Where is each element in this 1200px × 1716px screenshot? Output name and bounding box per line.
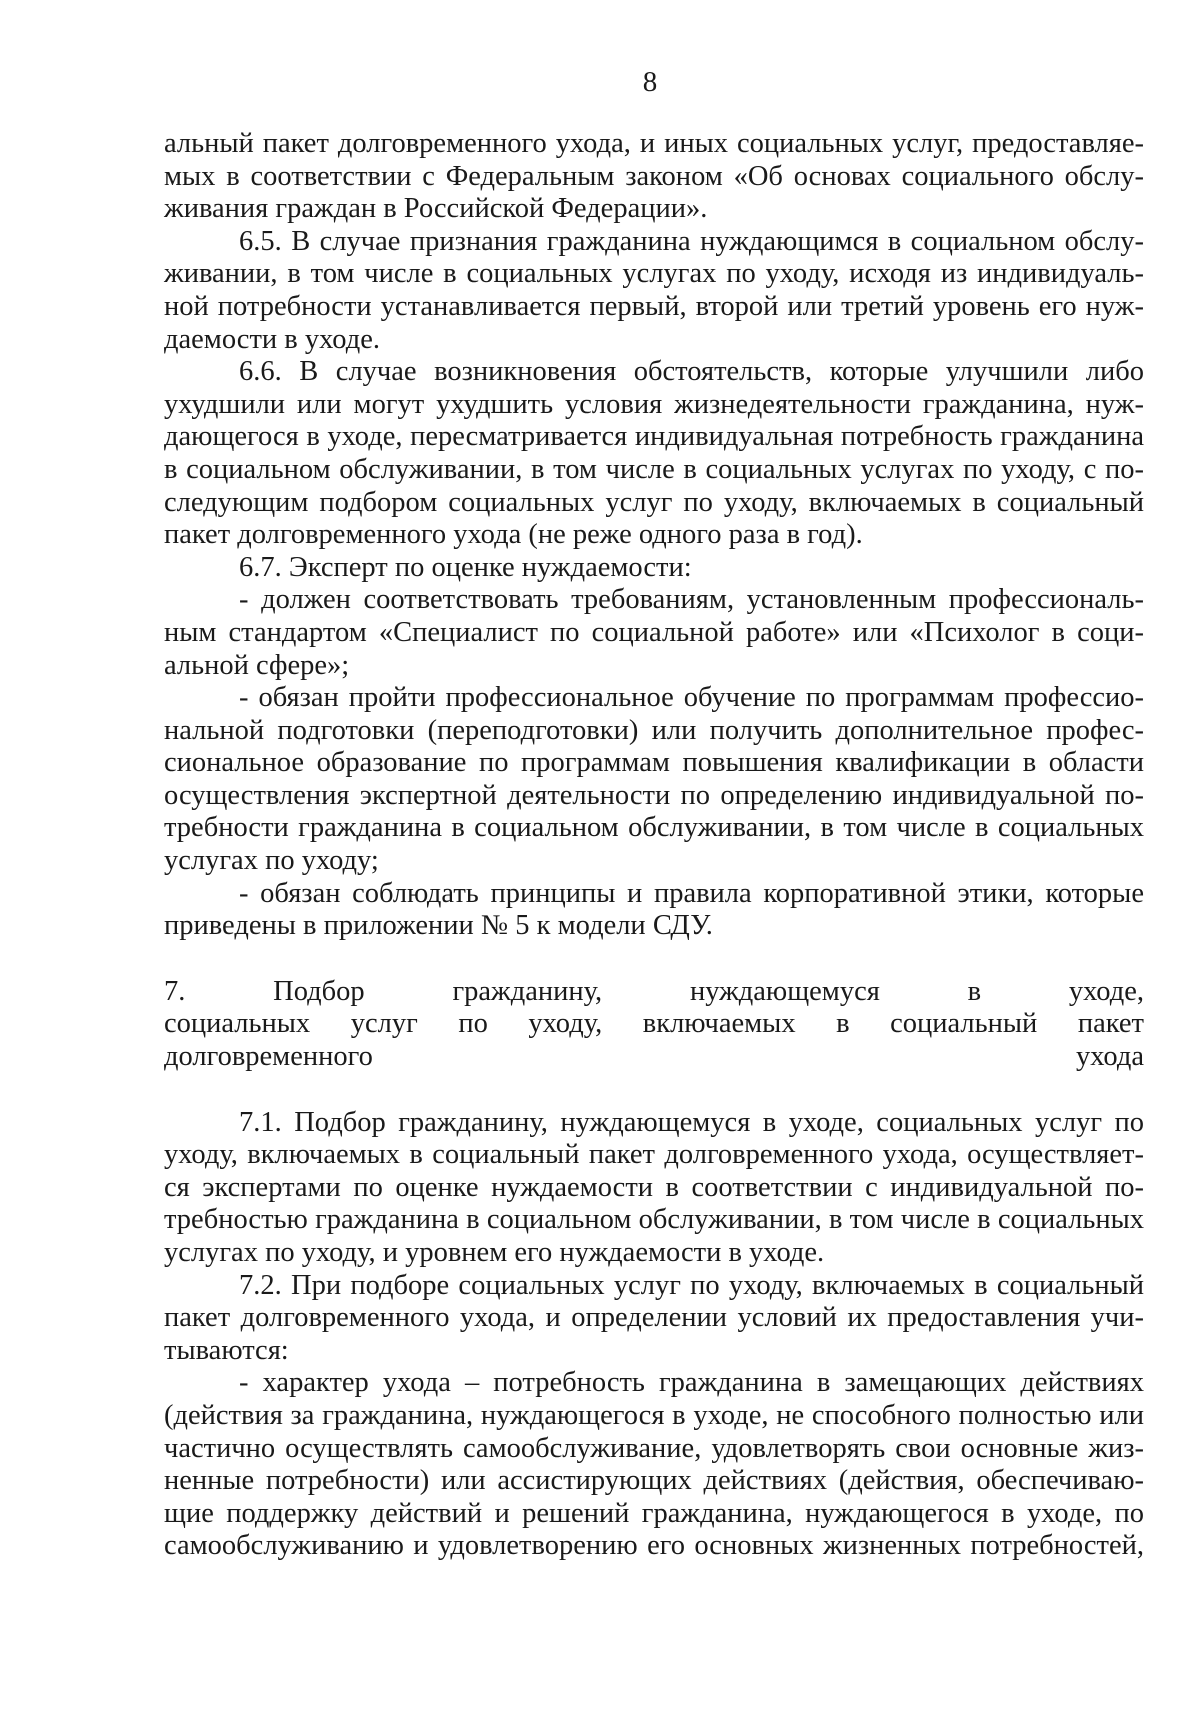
text-line: требностью гражданина в социальном обслуживании, в том числе в социальных <box>164 1204 1144 1236</box>
section-heading <box>164 976 1144 1074</box>
text-line: 7.1. Подбор гражданину, нуждающемуся в уходе, социальных услуг по <box>239 1106 1144 1138</box>
text-line: услугах по уходу; <box>164 845 379 877</box>
text-line: (действия за гражданина, нуждающегося в уходе, не способного полностью или <box>164 1399 1144 1431</box>
text-line: 6.7. Эксперт по оценке нуждаемости: <box>239 551 692 583</box>
bottom-paragraphs <box>164 1107 1144 1563</box>
text-line: тываются: <box>164 1334 289 1366</box>
text-line: мых в соответствии с Федеральным законом «Об основах социального обслу- <box>164 160 1144 192</box>
text-line: - характер ухода – потребность гражданина в замещающих действиях <box>239 1367 1144 1399</box>
section-heading-line: социальных услуг по уходу, включаемых в социальный пакет <box>164 1008 1144 1040</box>
text-line: ненные потребности) или ассистирующих действиях (действия, обеспечиваю- <box>164 1465 1144 1497</box>
text-line: ся экспертами по оценке нуждаемости в соответствии с индивидуальной по- <box>164 1171 1144 1203</box>
text-line: живании, в том числе в социальных услугах по уходу, исходя из индивидуаль- <box>164 258 1144 290</box>
text-line: уходу, включаемых в социальный пакет долговременного ухода, осуществляет- <box>164 1139 1144 1171</box>
text-line: осуществления экспертной деятельности по определению индивидуальной по- <box>164 779 1144 811</box>
text-line: 6.6. В случае возникновения обстоятельств, которые улучшили либо <box>239 356 1144 388</box>
text-line: в социальном обслуживании, в том числе в социальных услугах по уходу, с по- <box>164 453 1144 485</box>
text-line: - обязан соблюдать принципы и правила корпоративной этики, которые <box>239 877 1144 909</box>
text-line: пакет долговременного ухода (не реже одного раза в год). <box>164 519 863 551</box>
section-heading-line: 7. Подбор гражданину, нуждающемуся в уходе, <box>164 975 1144 1007</box>
page-number: 8 <box>642 66 658 98</box>
text-line: альной сфере»; <box>164 649 350 681</box>
text-line: - обязан пройти профессиональное обучение по программам профессио- <box>239 682 1144 714</box>
section-heading-line: долговременного ухода <box>164 1041 1144 1073</box>
text-line: альный пакет долговременного ухода, и иных социальных услуг, предоставляе- <box>164 128 1144 159</box>
text-line: ухудшили или могут ухудшить условия жизнедеятельности гражданина, нуж- <box>164 388 1144 420</box>
text-line: ным стандартом «Специалист по социальной работе» или «Психолог в соци- <box>164 616 1144 648</box>
text-line: услугах по уходу, и уровнем его нуждаемости в уходе. <box>164 1237 825 1268</box>
text-line: нальной подготовки (переподготовки) или получить дополнительное профес- <box>164 714 1144 746</box>
text-line: ной потребности устанавливается первый, второй или третий уровень его нуж- <box>164 290 1144 322</box>
text-line: частично осуществлять самообслуживание, удовлетворять свои основные жиз- <box>164 1432 1144 1464</box>
document-body <box>164 128 1144 1563</box>
text-line: 7.2. При подборе социальных услуг по уходу, включаемых в социальный <box>239 1269 1144 1301</box>
text-line: даемости в уходе. <box>164 323 380 355</box>
text-line: живания граждан в Российской Федерации». <box>164 193 708 225</box>
text-line: самообслуживанию и удовлетворению его основных жизненных потребностей, <box>164 1530 1144 1562</box>
text-line: - должен соответствовать требованиям, установленным профессиональ- <box>239 584 1144 616</box>
text-line: сиональное образование по программам повышения квалификации в области <box>164 747 1144 779</box>
text-line: дающегося в уходе, пересматривается индивидуальная потребность гражданина <box>164 421 1144 453</box>
text-line: следующим подбором социальных услуг по уходу, включаемых в социальный <box>164 486 1144 518</box>
text-line: приведены в приложении № 5 к модели СДУ. <box>164 910 713 942</box>
top-paragraphs <box>164 128 1144 943</box>
text-line: щие поддержку действий и решений гражданина, нуждающегося в уходе, по <box>164 1497 1144 1529</box>
text-line: пакет долговременного ухода, и определении условий их предоставления учи- <box>164 1302 1144 1334</box>
text-line: требности гражданина в социальном обслуживании, в том числе в социальных <box>164 812 1144 844</box>
text-line: 6.5. В случае признания гражданина нуждающимся в социальном обслу- <box>239 225 1144 257</box>
